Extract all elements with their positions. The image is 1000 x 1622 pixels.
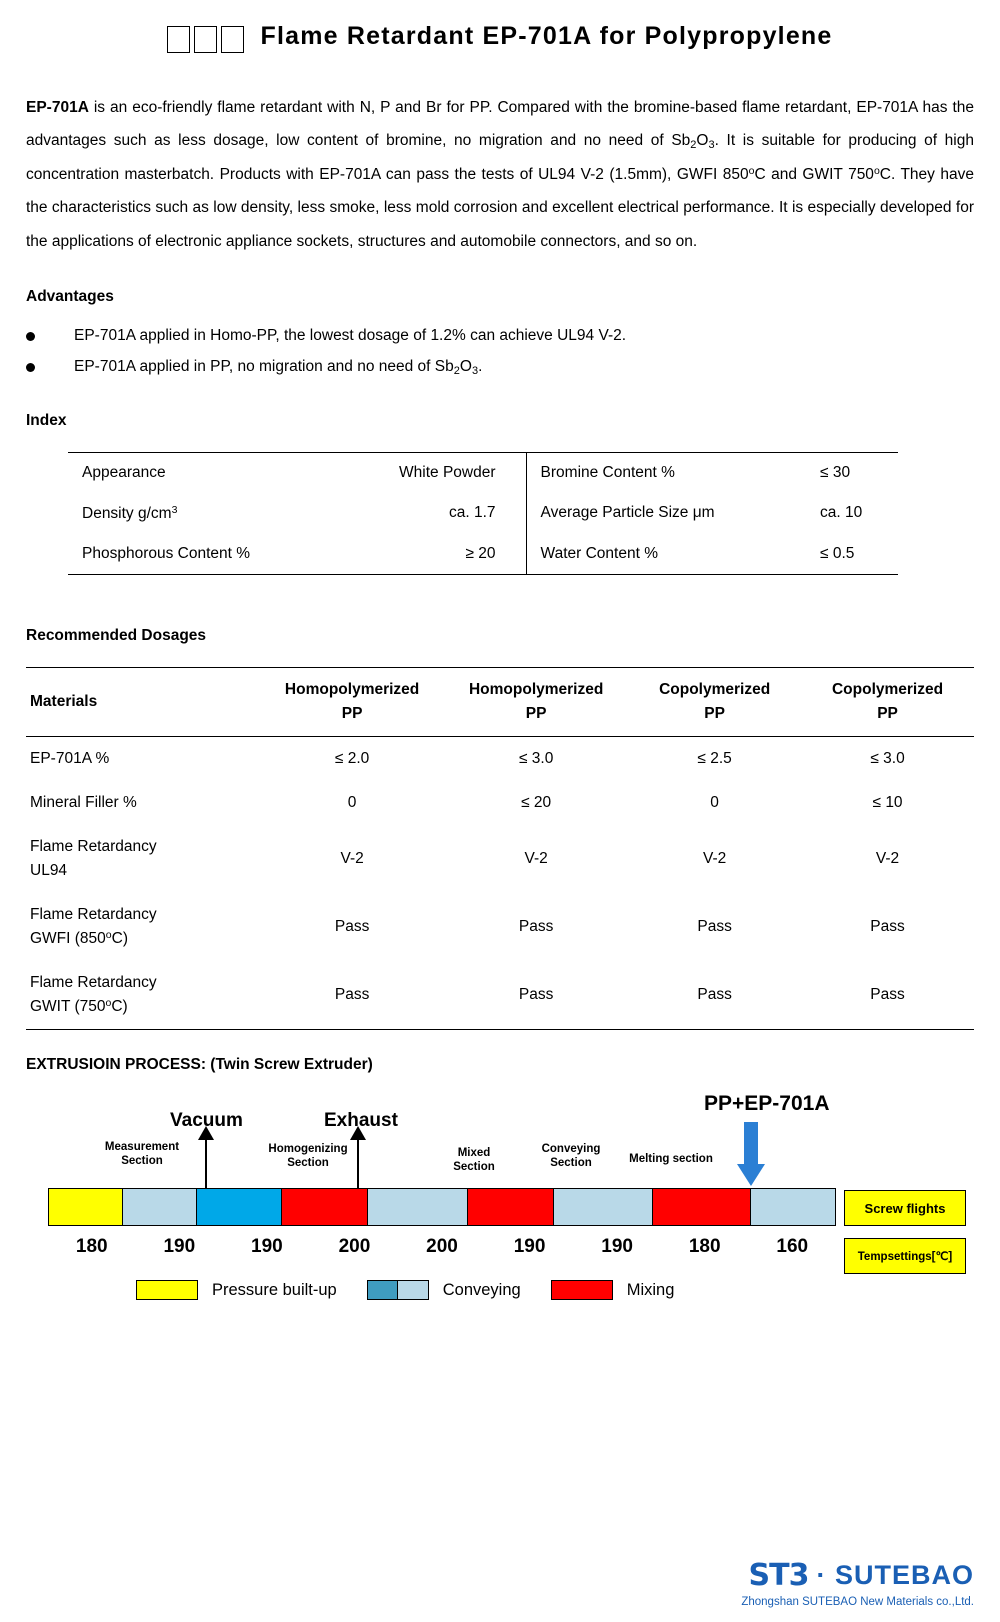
table-row — [26, 825, 974, 893]
temperature-value: 190 — [513, 1236, 546, 1258]
cell: Pass — [697, 918, 732, 935]
feed-arrow-shaft — [744, 1122, 758, 1166]
feed-arrow-icon — [737, 1164, 765, 1186]
row-label-line1: Flame Retardancy — [30, 974, 157, 992]
row-label-line1: Flame Retardancy — [30, 905, 157, 923]
barrel-segment-7 — [554, 1189, 654, 1225]
table-row — [68, 452, 898, 493]
cell: ≤ 3.0 — [870, 749, 905, 767]
tofu-box-icon — [167, 26, 190, 53]
melting-section-label: Melting section — [629, 1153, 713, 1166]
stb-logo-mark: ST3 — [748, 1558, 809, 1593]
logo-line — [741, 1558, 974, 1593]
index-label: Average Particle Size μm — [526, 493, 798, 534]
cell: Pass — [870, 918, 905, 935]
index-value: ≤ 30 — [798, 452, 898, 493]
intro-body-2: O — [696, 132, 709, 150]
vacuum-arrow-line — [205, 1138, 207, 1188]
list-item — [26, 320, 974, 351]
measurement-section-line2: Section — [121, 1155, 163, 1168]
homogenizing-section-line1: Homogenizing — [268, 1143, 348, 1156]
barrel-segment-5 — [368, 1189, 468, 1225]
footer-logo — [741, 1558, 974, 1608]
page-title-text: Flame Retardant EP-701A for Polypropylene — [260, 22, 833, 50]
row-label-line2: UL94 — [30, 861, 68, 879]
index-label: Phosphorous Content % — [68, 534, 331, 575]
advantages-list — [26, 320, 974, 382]
index-label-sup: 3 — [171, 503, 178, 516]
temperature-value: 200 — [338, 1236, 371, 1258]
row-label-line3: C) — [111, 998, 128, 1016]
cell: V-2 — [340, 849, 364, 867]
page-title — [26, 22, 974, 53]
column-header-materials — [26, 667, 260, 736]
advantages-heading: Advantages — [26, 287, 114, 305]
table-row — [26, 781, 974, 825]
column-header — [628, 667, 801, 736]
row-label-line2: GWIT (750 — [30, 998, 106, 1016]
table-row — [26, 667, 974, 736]
mixed-section-line2: Section — [453, 1161, 495, 1174]
cell: Pass — [260, 961, 444, 1030]
measurement-section-line1: Measurement — [104, 1141, 180, 1154]
mixed-section-label — [426, 1146, 522, 1175]
advantage-text-2: O — [459, 357, 472, 375]
legend-label-mixing: Mixing — [626, 1280, 675, 1299]
intro-sub-2: 3 — [708, 139, 715, 152]
conveying-section-line1: Conveying — [541, 1143, 601, 1156]
intro-body-3: . It is suitable for producing of high concentration masterbatch. Products with EP-701A can pass the tests of UL94 V-2 (1.5mm), GWFI 850 — [26, 132, 974, 183]
advantage-text-1: EP-701A applied in PP, no migration and no need of Sb — [74, 357, 454, 375]
intro-body-4: C and GWIT 750 — [754, 165, 874, 183]
row-label — [26, 893, 260, 961]
extrusion-heading: EXTRUSIOIN PROCESS: (Twin Screw Extruder) — [26, 1056, 373, 1074]
row-label — [26, 825, 260, 893]
index-label: Appearance — [68, 452, 331, 493]
temperature-value: 190 — [601, 1236, 633, 1258]
tofu-box-icon — [221, 26, 244, 53]
extrusion-diagram — [26, 1080, 974, 1330]
index-table — [68, 452, 898, 575]
cell: Pass — [444, 961, 628, 1030]
row-label-sup: o — [105, 997, 112, 1010]
column-header-line2: PP — [704, 704, 725, 722]
temperature-value: 190 — [163, 1236, 196, 1258]
exhaust-arrow-icon — [350, 1126, 366, 1140]
cell: ≤ 2.0 — [334, 749, 370, 767]
measurement-section-label — [82, 1140, 202, 1169]
cell: V-2 — [702, 849, 727, 867]
cell: Pass — [518, 918, 554, 935]
barrel-segment-3 — [197, 1189, 283, 1225]
row-label — [26, 961, 260, 1030]
intro-paragraph — [26, 91, 974, 258]
barrel-segment-8 — [653, 1189, 751, 1225]
index-heading: Index — [26, 411, 67, 429]
exhaust-label: Exhaust — [324, 1110, 398, 1132]
cell: Pass — [628, 961, 801, 1030]
vacuum-label: Vacuum — [170, 1110, 243, 1132]
table-row — [26, 961, 974, 1030]
index-label — [68, 493, 331, 534]
dosage-table-head — [26, 667, 974, 736]
advantage-sub-a: 2 — [453, 364, 460, 377]
column-header-line2: PP — [877, 704, 898, 722]
intro-sub-1: 2 — [690, 139, 697, 152]
dosage-heading: Recommended Dosages — [26, 626, 207, 644]
cell: ≤ 20 — [521, 793, 552, 811]
title-box-glyphs — [167, 24, 248, 53]
index-label-text: Density g/cm — [82, 504, 172, 522]
cell: V-2 — [524, 849, 548, 867]
row-label-line2: GWFI (850 — [30, 930, 106, 947]
legend-swatch-pressure — [136, 1280, 198, 1300]
cell: Pass — [334, 918, 370, 935]
column-header-line1: Copolymerized — [659, 680, 771, 698]
legend-label-pressure: Pressure built-up — [212, 1280, 337, 1299]
cell: ≤ 10 — [872, 793, 903, 811]
advantage-text-1: EP-701A applied in Homo-PP, the lowest dosage of 1.2% can achieve UL94 V-2. — [74, 326, 627, 344]
feed-label: PP+EP-701A — [704, 1092, 830, 1116]
row-label-sup: o — [105, 929, 112, 941]
advantage-sub-b: 3 — [471, 364, 479, 377]
company-name: Zhongshan SUTEBAO New Materials co.,Ltd. — [741, 1596, 974, 1608]
cell: 0 — [347, 793, 357, 811]
barrel-segment-9 — [751, 1189, 835, 1225]
temp-settings-tag: Tempsettings[℃] — [844, 1238, 966, 1274]
barrel-segment-1 — [49, 1189, 123, 1225]
extruder-barrel — [48, 1188, 836, 1226]
cell: V-2 — [875, 849, 900, 867]
table-row — [68, 493, 898, 534]
legend-swatch-mixing — [551, 1280, 613, 1300]
barrel-segment-2 — [123, 1189, 197, 1225]
barrel-segment-4 — [282, 1189, 368, 1225]
legend-swatch-conveying-a — [367, 1280, 398, 1300]
temperature-value: 180 — [688, 1236, 721, 1258]
legend — [136, 1280, 674, 1300]
temperature-value: 200 — [426, 1236, 458, 1258]
table-row — [26, 893, 974, 961]
row-label-line1: Flame Retardancy — [30, 837, 157, 855]
row-label: Mineral Filler % — [30, 793, 137, 811]
brand-name: · SUTEBAO — [816, 1560, 974, 1590]
row-label-line3: C) — [111, 930, 128, 947]
list-item — [26, 351, 974, 382]
mixed-section-line1: Mixed — [457, 1147, 491, 1160]
cell: ≤ 2.5 — [697, 749, 732, 767]
column-header — [260, 667, 444, 736]
column-header-line2: PP — [525, 704, 547, 722]
legend-label-conveying: Conveying — [442, 1280, 521, 1299]
homogenizing-section-line2: Section — [287, 1157, 329, 1170]
temperature-value: 190 — [251, 1236, 283, 1258]
column-header-line1: Homopolymerized — [284, 680, 420, 698]
cell: Pass — [801, 961, 974, 1030]
temperature-value: 160 — [776, 1236, 809, 1258]
intro-body-5: C. They have the characteristics such as low density, less smoke, less mold corrosion and excellent electrical performance. It is especially developed for the applications of electronic appliance sockets, structures and automobile connectors, and so on. — [26, 165, 974, 250]
intro-sup-2: o — [873, 164, 880, 177]
intro-lead: EP-701A — [26, 99, 89, 116]
column-header-line1: Copolymerized — [831, 680, 944, 698]
advantage-text-3: . — [478, 357, 483, 375]
column-header — [801, 667, 974, 736]
index-label: Bromine Content % — [526, 452, 798, 493]
screw-flights-tag: Screw flights — [844, 1190, 966, 1226]
intro-body-1: is an eco-friendly flame retardant with N, P and Br for PP. Compared with the bromine-based flame retardant, EP-701A has the advantages such as less dosage, low content of bromine, no migration and no need of Sb — [26, 99, 974, 150]
conveying-section-line2: Section — [550, 1157, 592, 1170]
table-row — [26, 736, 974, 781]
vacuum-arrow-icon — [198, 1126, 214, 1140]
temperature-value: 180 — [75, 1236, 108, 1258]
legend-swatch-conveying-b — [398, 1280, 429, 1300]
row-label: EP-701A % — [30, 749, 110, 767]
column-header — [444, 667, 628, 736]
column-header-text: Materials — [30, 692, 98, 710]
index-value: ca. 1.7 — [449, 504, 496, 522]
barrel-segment-6 — [468, 1189, 554, 1225]
index-value: ≥ 20 — [331, 534, 526, 575]
tofu-box-icon — [194, 26, 217, 53]
column-header-line2: PP — [341, 704, 363, 722]
exhaust-arrow-line — [357, 1138, 359, 1188]
index-value: White Powder — [331, 452, 526, 493]
intro-sup-1: o — [748, 164, 755, 177]
cell: 0 — [710, 793, 719, 811]
table-row — [68, 534, 898, 575]
temperature-row — [48, 1236, 836, 1258]
cell: ≤ 3.0 — [518, 749, 554, 767]
dosage-table-body — [26, 736, 974, 1029]
index-value: ca. 10 — [820, 504, 863, 522]
homogenizing-section-label — [248, 1142, 368, 1171]
dosage-table — [26, 667, 974, 1030]
index-value: ≤ 0.5 — [798, 534, 898, 575]
index-table-wrapper — [68, 452, 908, 575]
index-label: Water Content % — [526, 534, 798, 575]
column-header-line1: Homopolymerized — [468, 680, 604, 698]
